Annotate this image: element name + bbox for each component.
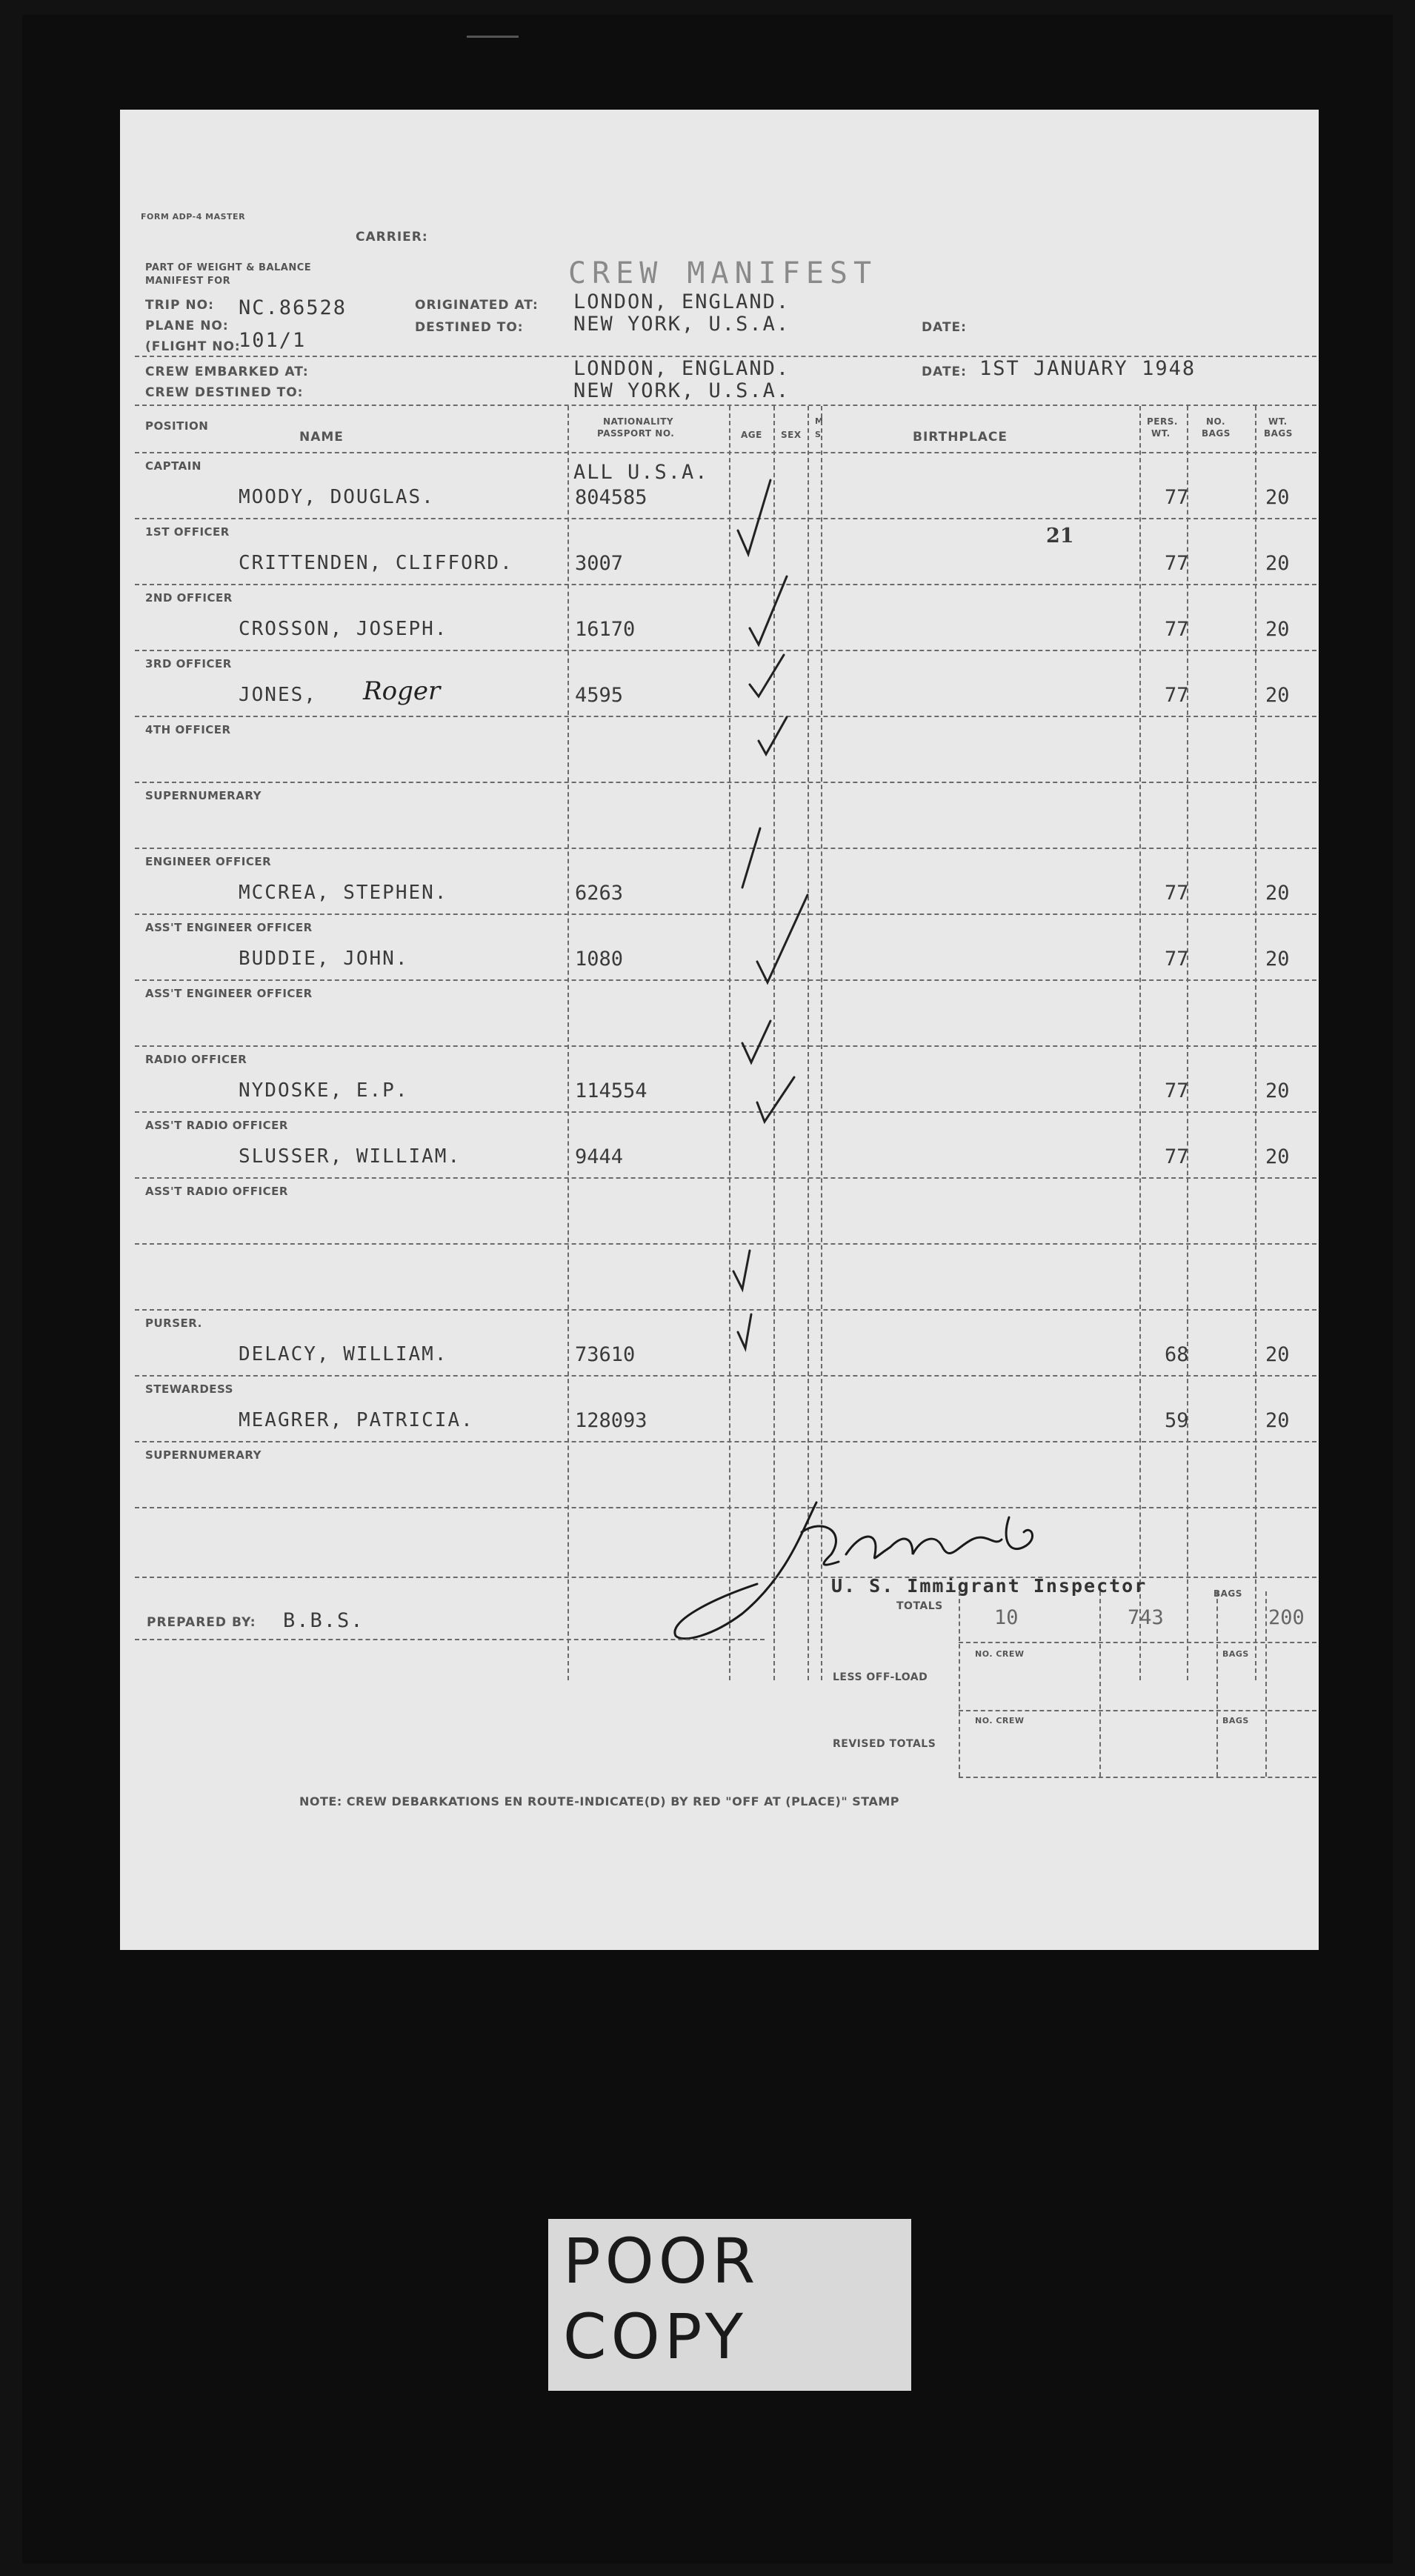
col-pers-wt-2: WT.: [1151, 428, 1171, 439]
col-rule: [1255, 406, 1256, 1680]
row-rule: [135, 848, 1316, 849]
row-pers-wt: 68: [1165, 1343, 1189, 1366]
prepared-by-value: B.B.S.: [283, 1609, 364, 1632]
check-mark: [738, 1314, 751, 1348]
bags-label-3: BAGS: [1222, 1716, 1249, 1725]
col-wt-bags-2: BAGS: [1264, 428, 1293, 439]
col-no-bags-1: NO.: [1206, 416, 1226, 427]
flight-no-label: (FLIGHT NO:: [145, 339, 241, 354]
trip-no-value: NC.86528: [239, 296, 347, 319]
col-pers-wt-1: PERS.: [1147, 416, 1178, 427]
check-mark: [757, 1077, 794, 1122]
row-rule: [135, 1111, 1316, 1113]
row-position: CAPTAIN: [145, 459, 202, 473]
row-rule: [135, 518, 1316, 519]
row-name: BUDDIE, JOHN.: [239, 948, 409, 970]
inspector-title: U. S. Immigrant Inspector: [831, 1575, 1148, 1597]
row-rule: [135, 782, 1316, 783]
row-passport: 9444: [575, 1145, 624, 1168]
row-rule: [135, 913, 1316, 915]
nationality-note: ALL U.S.A.: [573, 461, 709, 484]
originated-at-value: LONDON, ENGLAND.: [573, 290, 790, 313]
check-mark: [742, 828, 760, 888]
row-pers-wt: 77: [1165, 684, 1189, 707]
row-name: MCCREA, STEPHEN.: [239, 882, 448, 904]
row-passport: 73610: [575, 1343, 636, 1366]
row-rule: [135, 716, 1316, 717]
row-wt-bags: 20: [1265, 684, 1290, 707]
row-wt-bags: 20: [1265, 1409, 1290, 1432]
row-name: CRITTENDEN, CLIFFORD.: [239, 552, 513, 574]
col-rule: [567, 406, 569, 1680]
row-rule: [135, 584, 1316, 585]
row-wt-bags: 20: [1265, 882, 1290, 905]
date-label-2: DATE:: [922, 365, 967, 379]
rule: [135, 452, 1316, 453]
no-crew-label-1: NO. CREW: [975, 1649, 1025, 1659]
debarkation-note: NOTE: CREW DEBARKATIONS EN ROUTE-INDICATE(D) BY RED "OFF AT (PLACE)" STAMP: [299, 1794, 899, 1808]
row-position: STEWARDESS: [145, 1382, 233, 1396]
totals-rule: [959, 1642, 1316, 1643]
col-no-bags-2: BAGS: [1202, 428, 1231, 439]
row-passport: 114554: [575, 1079, 647, 1102]
row-wt-bags: 20: [1265, 1145, 1290, 1168]
rule: [135, 1577, 1316, 1578]
row-handwritten-name: Roger: [363, 676, 441, 706]
row-rule: [135, 1243, 1316, 1245]
bags-label-2: BAGS: [1222, 1649, 1249, 1659]
total-crew: 10: [994, 1606, 1019, 1629]
crew-destined-value: NEW YORK, U.S.A.: [573, 379, 790, 402]
row-name: NYDOSKE, E.P.: [239, 1079, 409, 1102]
crew-manifest-sheet: [120, 110, 1319, 1950]
row-pers-wt: 77: [1165, 486, 1189, 509]
row-rule: [135, 1441, 1316, 1442]
row-position: ASS'T RADIO OFFICER: [145, 1185, 288, 1198]
row-pers-wt: 77: [1165, 882, 1189, 905]
row-name: DELACY, WILLIAM.: [239, 1343, 448, 1365]
revised-totals-label: REVISED TOTALS: [833, 1738, 936, 1750]
row-pers-wt: 77: [1165, 1145, 1189, 1168]
row-wt-bags: 20: [1265, 948, 1290, 971]
crew-embarked-label: CREW EMBARKED AT:: [145, 365, 309, 379]
less-offload-label: LESS OFF-LOAD: [833, 1671, 928, 1683]
col-wt-bags-1: WT.: [1268, 416, 1288, 427]
row-name: JONES,: [239, 684, 317, 706]
page-title: CREW MANIFEST: [568, 256, 878, 290]
row-pers-wt: 77: [1165, 552, 1189, 575]
row-position: 1ST OFFICER: [145, 525, 230, 539]
row-rule: [135, 979, 1316, 981]
row-name: MOODY, DOUGLAS.: [239, 486, 435, 508]
row-wt-bags: 20: [1265, 486, 1290, 509]
crew-embarked-value: LONDON, ENGLAND.: [573, 357, 790, 380]
row-passport: 1080: [575, 948, 624, 971]
row-rule: [135, 1177, 1316, 1179]
destined-to-label: DESTINED TO:: [415, 320, 524, 335]
col-rule: [1139, 406, 1141, 1680]
col-ms-2: S: [815, 430, 822, 439]
row-rule: [135, 1375, 1316, 1377]
date-label-1: DATE:: [922, 320, 967, 335]
total-bags-wt: 200: [1268, 1606, 1305, 1629]
carrier-label: CARRIER:: [356, 230, 428, 244]
row-passport: 128093: [575, 1409, 647, 1432]
birthplace-note: 21: [1046, 525, 1074, 548]
row-position: 4TH OFFICER: [145, 723, 231, 736]
row-position: SUPERNUMERARY: [145, 789, 262, 802]
row-rule: [135, 650, 1316, 651]
col-rule: [1187, 406, 1188, 1680]
film-mark: [467, 36, 519, 38]
rule: [135, 1639, 765, 1640]
col-name: NAME: [299, 430, 344, 445]
row-passport: 16170: [575, 618, 636, 641]
row-position: ENGINEER OFFICER: [145, 855, 272, 868]
originated-at-label: ORIGINATED AT:: [415, 298, 539, 313]
row-position: 3RD OFFICER: [145, 657, 232, 670]
row-position: ASS'T ENGINEER OFFICER: [145, 921, 313, 934]
row-pers-wt: 77: [1165, 1079, 1189, 1102]
flight-no-value: 101/1: [239, 329, 307, 352]
poor-copy-stamp: [548, 2219, 911, 2391]
row-rule: [135, 1309, 1316, 1311]
check-mark: [750, 576, 787, 645]
check-marks: [728, 450, 831, 1606]
part-of-label: PART OF WEIGHT & BALANCE: [145, 262, 312, 273]
row-passport: 4595: [575, 684, 624, 707]
check-mark: [759, 717, 787, 754]
row-name: CROSSON, JOSEPH.: [239, 618, 448, 640]
no-crew-label-2: NO. CREW: [975, 1716, 1025, 1725]
totals-rule: [1216, 1591, 1218, 1777]
manifest-for-label: MANIFEST FOR: [145, 276, 231, 287]
stamp-line-1: POOR: [563, 2225, 760, 2297]
plane-no-label: PLANE NO:: [145, 319, 229, 333]
row-passport: 6263: [575, 882, 624, 905]
check-mark: [742, 1021, 770, 1062]
row-wt-bags: 20: [1265, 1079, 1290, 1102]
row-position: RADIO OFFICER: [145, 1053, 247, 1066]
row-pers-wt: 77: [1165, 948, 1189, 971]
prepared-by-label: PREPARED BY:: [147, 1615, 256, 1630]
row-position: ASS'T ENGINEER OFFICER: [145, 987, 313, 1000]
stamp-line-2: COPY: [563, 2300, 748, 2373]
date-value: 1ST JANUARY 1948: [979, 357, 1196, 380]
check-mark: [750, 655, 784, 696]
col-position: POSITION: [145, 419, 209, 433]
row-name: SLUSSER, WILLIAM.: [239, 1145, 462, 1168]
col-birthplace: BIRTHPLACE: [913, 430, 1008, 445]
col-passport: PASSPORT NO.: [597, 428, 675, 439]
totals-rule: [959, 1591, 960, 1777]
total-pers-wt: 743: [1128, 1606, 1164, 1629]
totals-rule: [959, 1710, 1316, 1711]
row-wt-bags: 20: [1265, 618, 1290, 641]
row-position: SUPERNUMERARY: [145, 1448, 262, 1462]
row-position: 2ND OFFICER: [145, 591, 233, 605]
col-ms-1: M: [815, 416, 824, 426]
totals-rule: [1265, 1591, 1267, 1777]
row-position: PURSER.: [145, 1317, 202, 1330]
row-passport: 3007: [575, 552, 624, 575]
col-nationality: NATIONALITY: [603, 416, 674, 427]
row-name: MEAGRER, PATRICIA.: [239, 1409, 474, 1431]
check-mark: [738, 480, 770, 554]
check-mark: [757, 895, 808, 982]
trip-no-label: TRIP NO:: [145, 298, 214, 313]
row-wt-bags: 20: [1265, 552, 1290, 575]
col-sex: SEX: [781, 430, 802, 440]
bags-label: BAGS: [1213, 1588, 1242, 1599]
row-passport: 804585: [575, 486, 647, 509]
row-rule: [135, 1045, 1316, 1047]
row-pers-wt: 77: [1165, 618, 1189, 641]
totals-label: TOTALS: [896, 1600, 943, 1612]
row-pers-wt: 59: [1165, 1409, 1189, 1432]
totals-rule: [1099, 1591, 1101, 1777]
check-mark: [733, 1251, 750, 1289]
totals-rule: [959, 1777, 1316, 1778]
row-position: ASS'T RADIO OFFICER: [145, 1119, 288, 1132]
col-age: AGE: [741, 430, 762, 440]
row-wt-bags: 20: [1265, 1343, 1290, 1366]
destined-to-value: NEW YORK, U.S.A.: [573, 313, 790, 336]
crew-destined-label: CREW DESTINED TO:: [145, 385, 304, 400]
form-number: FORM ADP-4 MASTER: [141, 212, 246, 222]
